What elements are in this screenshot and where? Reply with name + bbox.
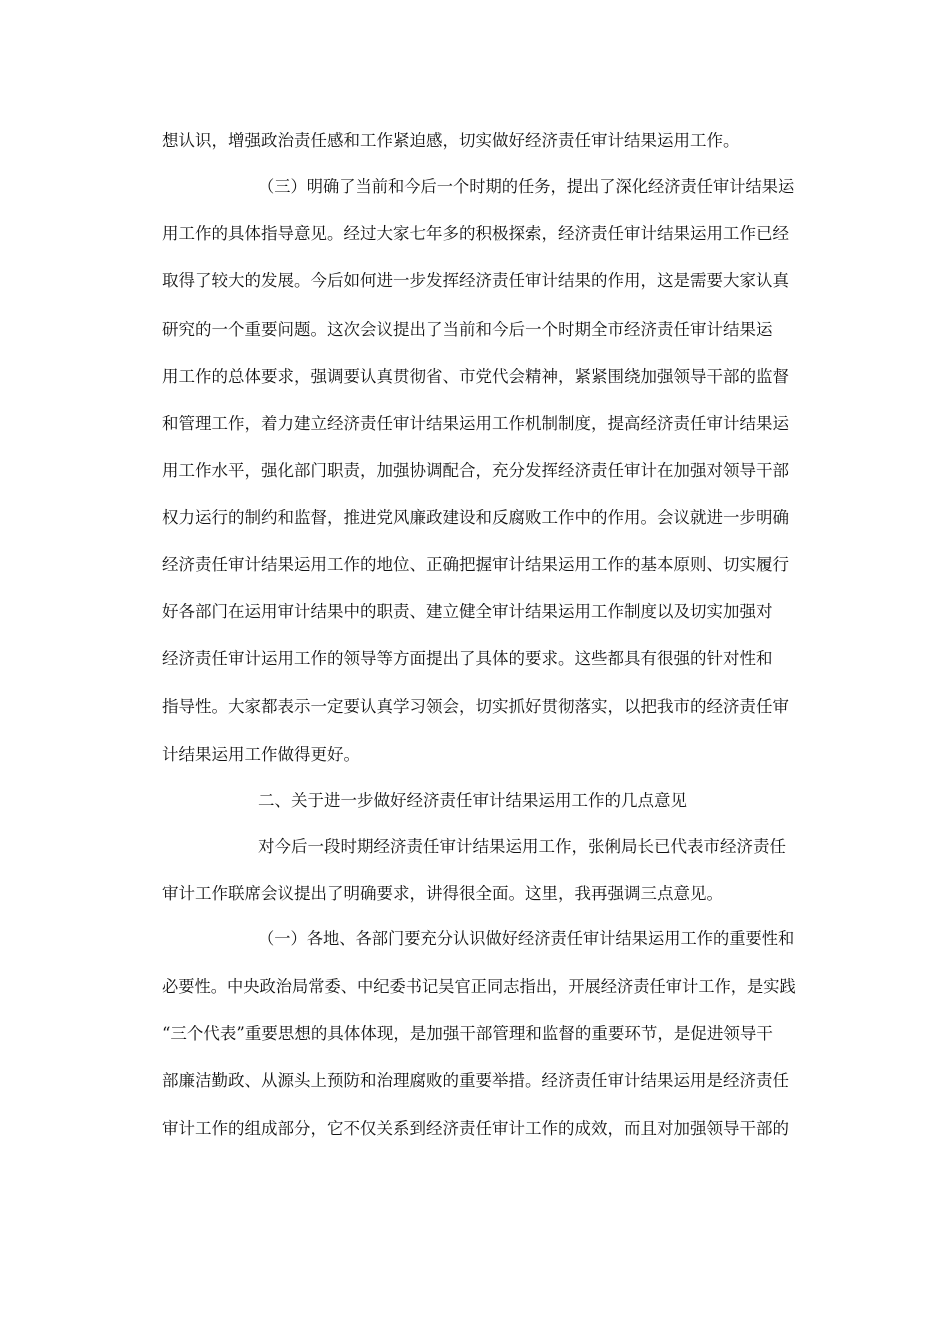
text-line: 部廉洁勤政、从源头上预防和治理腐败的重要举措。经济责任审计结果运用是经济责任 xyxy=(162,1071,789,1090)
text-line: 用工作的具体指导意见。经过大家七年多的积极探索，经济责任审计结果运用工作已经 xyxy=(162,224,789,243)
text-line: 取得了较大的发展。今后如何进一步发挥经济责任审计结果的作用，这是需要大家认真 xyxy=(162,271,789,290)
text-line: 权力运行的制约和监督，推进党风廉政建设和反腐败工作中的作用。会议就进一步明确 xyxy=(162,508,789,527)
text-line: 经济责任审计运用工作的领导等方面提出了具体的要求。这些都具有很强的针对性和 xyxy=(162,649,773,668)
text-line: “三个代表”重要思想的具体体现，是加强干部管理和监督的重要环节，是促进领导干 xyxy=(162,1024,773,1043)
text-line: 好各部门在运用审计结果中的职责、建立健全审计结果运用工作制度以及切实加强对 xyxy=(162,602,773,621)
text-line: 研究的一个重要问题。这次会议提出了当前和今后一个时期全市经济责任审计结果运 xyxy=(162,320,773,339)
text-line: （三）明确了当前和今后一个时期的任务，提出了深化经济责任审计结果运 xyxy=(258,177,795,196)
section-heading: 二、关于进一步做好经济责任审计结果运用工作的几点意见 xyxy=(258,791,687,810)
text-line: 对今后一段时期经济责任审计结果运用工作，张俐局长已代表市经济责任 xyxy=(258,837,786,856)
text-line: 指导性。大家都表示一定要认真学习领会，切实抓好贯彻落实，以把我市的经济责任审 xyxy=(162,697,789,716)
text-line: 用工作水平，强化部门职责，加强协调配合，充分发挥经济责任审计在加强对领导干部 xyxy=(162,461,789,480)
text-line: 计结果运用工作做得更好。 xyxy=(162,745,360,764)
text-line: 和管理工作，着力建立经济责任审计结果运用工作机制制度，提高经济责任审计结果运 xyxy=(162,414,789,433)
text-line: 经济责任审计结果运用工作的地位、正确把握审计结果运用工作的基本原则、切实履行 xyxy=(162,555,789,574)
text-line: 审计工作的组成部分，它不仅关系到经济责任审计工作的成效，而且对加强领导干部的 xyxy=(162,1119,789,1138)
text-line: 审计工作联席会议提出了明确要求，讲得很全面。这里，我再强调三点意见。 xyxy=(162,884,723,903)
text-line: 用工作的总体要求，强调要认真贯彻省、市党代会精神，紧紧围绕加强领导干部的监督 xyxy=(162,367,789,386)
text-line: 想认识，增强政治责任感和工作紧迫感，切实做好经济责任审计结果运用工作。 xyxy=(162,131,740,150)
text-line: （一）各地、各部门要充分认识做好经济责任审计结果运用工作的重要性和 xyxy=(258,929,795,948)
text-line: 必要性。中央政治局常委、中纪委书记吴官正同志指出，开展经济责任审计工作，是实践 xyxy=(162,977,796,996)
